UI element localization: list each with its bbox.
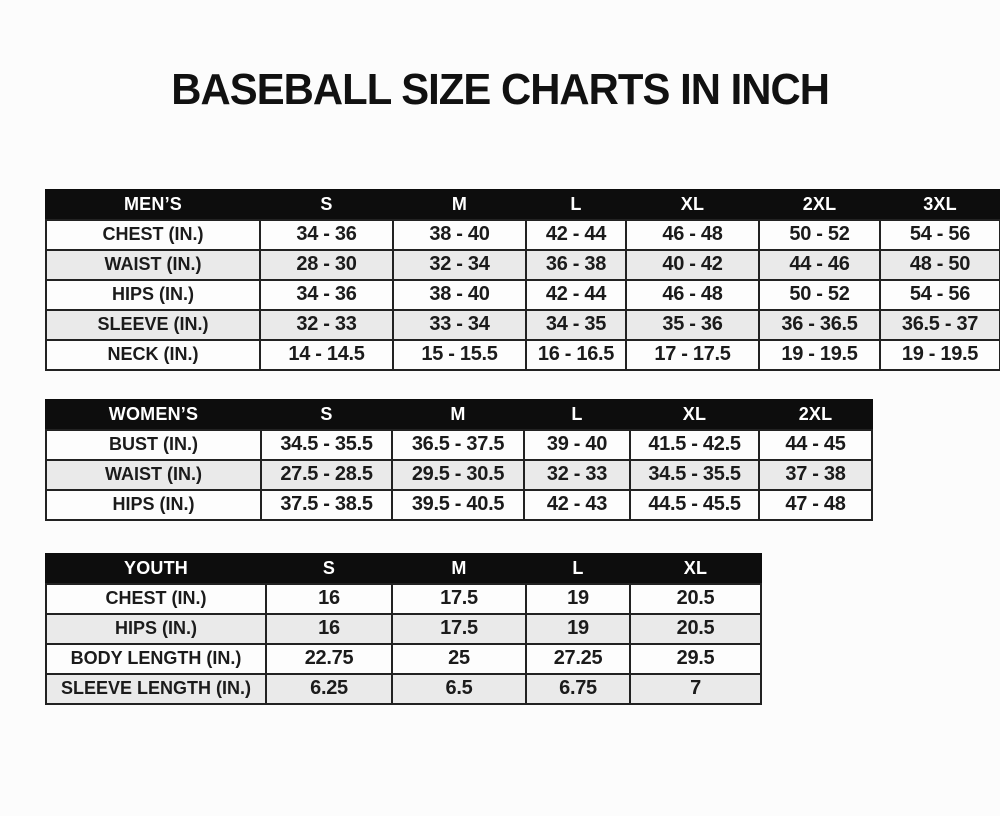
mens-measurement-value: 44 - 46 xyxy=(759,250,880,280)
womens-measurement-label: HIPS (IN.) xyxy=(46,490,261,520)
womens-size-column-header: L xyxy=(524,400,630,430)
mens-measurement-value: 46 - 48 xyxy=(626,220,759,250)
womens-measurement-value: 37.5 - 38.5 xyxy=(261,490,392,520)
mens-measurement-value: 19 - 19.5 xyxy=(880,340,1000,370)
mens-measurement-value: 16 - 16.5 xyxy=(526,340,626,370)
mens-measurement-value: 34 - 36 xyxy=(260,280,393,310)
mens-measurement-value: 17 - 17.5 xyxy=(626,340,759,370)
mens-measurement-value: 54 - 56 xyxy=(880,220,1000,250)
womens-measurement-label: BUST (IN.) xyxy=(46,430,261,460)
youth-measurement-value: 6.75 xyxy=(526,674,630,704)
youth-size-table xyxy=(45,553,762,705)
womens-measurement-label: WAIST (IN.) xyxy=(46,460,261,490)
womens-measurement-value: 34.5 - 35.5 xyxy=(261,430,392,460)
womens-table-row xyxy=(46,490,872,520)
mens-measurement-label: NECK (IN.) xyxy=(46,340,260,370)
womens-measurement-value: 32 - 33 xyxy=(524,460,630,490)
mens-size-column-header: XL xyxy=(626,190,759,220)
youth-table-row xyxy=(46,584,761,614)
youth-measurement-value: 25 xyxy=(392,644,526,674)
mens-measurement-value: 46 - 48 xyxy=(626,280,759,310)
mens-measurement-value: 28 - 30 xyxy=(260,250,393,280)
womens-table-row xyxy=(46,460,872,490)
mens-measurement-value: 32 - 34 xyxy=(393,250,526,280)
youth-measurement-value: 6.5 xyxy=(392,674,526,704)
mens-size-column-header: M xyxy=(393,190,526,220)
page-title xyxy=(0,64,1000,117)
page-title-text: BASEBALL SIZE CHARTS IN INCH xyxy=(171,65,829,114)
mens-size-column-header: S xyxy=(260,190,393,220)
youth-size-column-header: M xyxy=(392,554,526,584)
mens-measurement-label: CHEST (IN.) xyxy=(46,220,260,250)
youth-size-column-header: XL xyxy=(630,554,761,584)
mens-measurement-value: 36.5 - 37 xyxy=(880,310,1000,340)
womens-size-column-header: XL xyxy=(630,400,759,430)
mens-measurement-value: 36 - 36.5 xyxy=(759,310,880,340)
womens-header-row xyxy=(46,400,872,430)
womens-size-column-header: S xyxy=(261,400,392,430)
youth-measurement-value: 6.25 xyxy=(266,674,392,704)
youth-measurement-value: 22.75 xyxy=(266,644,392,674)
womens-size-table xyxy=(45,399,873,521)
mens-measurement-value: 40 - 42 xyxy=(626,250,759,280)
mens-measurement-value: 36 - 38 xyxy=(526,250,626,280)
mens-measurement-value: 32 - 33 xyxy=(260,310,393,340)
womens-measurement-value: 47 - 48 xyxy=(759,490,872,520)
mens-measurement-value: 42 - 44 xyxy=(526,280,626,310)
mens-measurement-label: SLEEVE (IN.) xyxy=(46,310,260,340)
mens-measurement-value: 34 - 36 xyxy=(260,220,393,250)
youth-header-row xyxy=(46,554,761,584)
youth-measurement-label: HIPS (IN.) xyxy=(46,614,266,644)
mens-size-table xyxy=(45,189,1000,371)
youth-measurement-label: SLEEVE LENGTH (IN.) xyxy=(46,674,266,704)
youth-table-row xyxy=(46,644,761,674)
womens-measurement-value: 27.5 - 28.5 xyxy=(261,460,392,490)
womens-measurement-value: 39 - 40 xyxy=(524,430,630,460)
womens-measurement-value: 44 - 45 xyxy=(759,430,872,460)
womens-measurement-value: 42 - 43 xyxy=(524,490,630,520)
mens-measurement-value: 50 - 52 xyxy=(759,280,880,310)
womens-table-row xyxy=(46,430,872,460)
youth-measurement-value: 19 xyxy=(526,584,630,614)
mens-table-row xyxy=(46,280,1000,310)
mens-measurement-value: 33 - 34 xyxy=(393,310,526,340)
mens-size-column-header: L xyxy=(526,190,626,220)
womens-measurement-value: 41.5 - 42.5 xyxy=(630,430,759,460)
youth-measurement-value: 16 xyxy=(266,584,392,614)
mens-table-row xyxy=(46,250,1000,280)
youth-measurement-label: CHEST (IN.) xyxy=(46,584,266,614)
mens-measurement-value: 14 - 14.5 xyxy=(260,340,393,370)
youth-measurement-value: 17.5 xyxy=(392,614,526,644)
youth-measurement-value: 20.5 xyxy=(630,584,761,614)
youth-measurement-value: 20.5 xyxy=(630,614,761,644)
youth-measurement-value: 7 xyxy=(630,674,761,704)
womens-measurement-value: 36.5 - 37.5 xyxy=(392,430,524,460)
mens-measurement-value: 50 - 52 xyxy=(759,220,880,250)
youth-size-column-header: L xyxy=(526,554,630,584)
youth-measurement-label: BODY LENGTH (IN.) xyxy=(46,644,266,674)
mens-measurement-value: 54 - 56 xyxy=(880,280,1000,310)
mens-measurement-value: 19 - 19.5 xyxy=(759,340,880,370)
youth-measurement-value: 19 xyxy=(526,614,630,644)
womens-measurement-value: 29.5 - 30.5 xyxy=(392,460,524,490)
womens-measurement-value: 44.5 - 45.5 xyxy=(630,490,759,520)
youth-measurement-value: 29.5 xyxy=(630,644,761,674)
youth-group-header: YOUTH xyxy=(46,554,266,584)
mens-size-column-header: 2XL xyxy=(759,190,880,220)
womens-measurement-value: 37 - 38 xyxy=(759,460,872,490)
youth-table-row xyxy=(46,674,761,704)
youth-table-row xyxy=(46,614,761,644)
mens-table-row xyxy=(46,310,1000,340)
womens-group-header: WOMEN’S xyxy=(46,400,261,430)
mens-measurement-label: WAIST (IN.) xyxy=(46,250,260,280)
womens-measurement-value: 39.5 - 40.5 xyxy=(392,490,524,520)
mens-header-row xyxy=(46,190,1000,220)
youth-measurement-value: 17.5 xyxy=(392,584,526,614)
womens-size-column-header: 2XL xyxy=(759,400,872,430)
womens-size-column-header: M xyxy=(392,400,524,430)
mens-measurement-value: 35 - 36 xyxy=(626,310,759,340)
mens-group-header: MEN’S xyxy=(46,190,260,220)
mens-measurement-value: 42 - 44 xyxy=(526,220,626,250)
youth-measurement-value: 27.25 xyxy=(526,644,630,674)
mens-measurement-value: 15 - 15.5 xyxy=(393,340,526,370)
youth-size-column-header: S xyxy=(266,554,392,584)
mens-size-column-header: 3XL xyxy=(880,190,1000,220)
mens-measurement-value: 38 - 40 xyxy=(393,220,526,250)
mens-table-row xyxy=(46,340,1000,370)
youth-measurement-value: 16 xyxy=(266,614,392,644)
mens-measurement-label: HIPS (IN.) xyxy=(46,280,260,310)
mens-measurement-value: 38 - 40 xyxy=(393,280,526,310)
mens-measurement-value: 48 - 50 xyxy=(880,250,1000,280)
mens-measurement-value: 34 - 35 xyxy=(526,310,626,340)
womens-measurement-value: 34.5 - 35.5 xyxy=(630,460,759,490)
size-chart-page xyxy=(0,64,1000,705)
mens-table-row xyxy=(46,220,1000,250)
